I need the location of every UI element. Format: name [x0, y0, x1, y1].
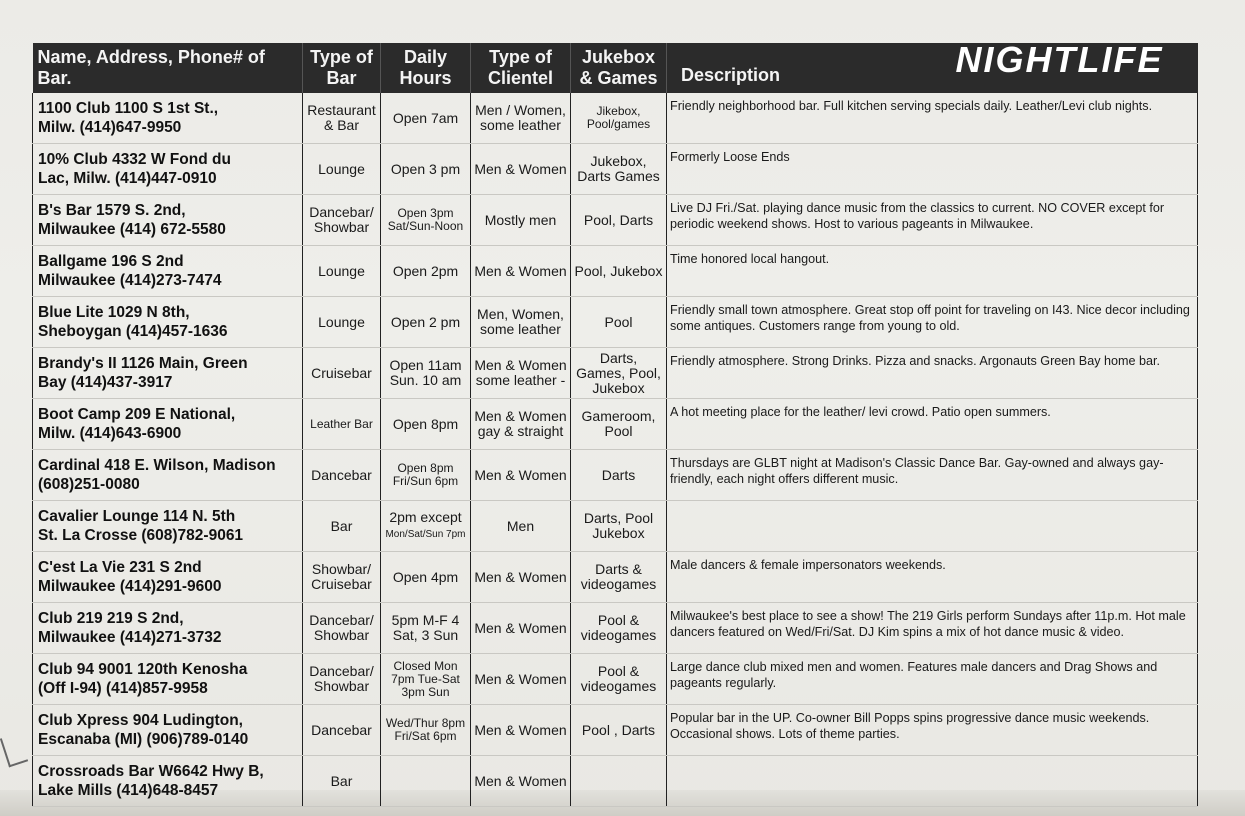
bar-description [667, 501, 1198, 552]
table-row [33, 603, 1198, 654]
bar-clientel: Men & Women [471, 603, 571, 654]
header-jukebox: Jukebox & Games [571, 43, 667, 93]
bar-description: Popular bar in the UP. Co-owner Bill Popps spins progressive dance music weekends. Occasional shows. Lots of theme parties. [667, 705, 1198, 756]
bar-hours: Open 11am Sun. 10 am [381, 348, 471, 399]
header-hours: Daily Hours [381, 43, 471, 93]
table-row [33, 144, 1198, 195]
bar-description: A hot meeting place for the leather/ levi crowd. Patio open summers. [667, 399, 1198, 450]
bar-hours: Open 2 pm [381, 297, 471, 348]
bar-hours: Open 7am [381, 93, 471, 144]
bar-jukebox: Pool & videogames [571, 603, 667, 654]
bar-jukebox: Jukebox, Darts Games [571, 144, 667, 195]
bar-hours: Wed/Thur 8pm Fri/Sat 6pm [381, 705, 471, 756]
bar-name-cell: Cardinal 418 E. Wilson, Madison (608)251-0080 [33, 450, 303, 501]
header-name: Name, Address, Phone# of Bar. [33, 43, 303, 93]
bar-jukebox: Darts & videogames [571, 552, 667, 603]
bar-jukebox: Darts, Games, Pool, Jukebox [571, 348, 667, 399]
bar-type: Cruisebar [303, 348, 381, 399]
bar-hours-exception: Mon/Sat/Sun 7pm [385, 529, 466, 540]
bar-type: Lounge [303, 297, 381, 348]
bar-hours: 5pm M-F 4 Sat, 3 Sun [381, 603, 471, 654]
bar-clientel: Men & Women [471, 246, 571, 297]
bar-hours: Open 3pm Sat/Sun-Noon [381, 195, 471, 246]
table-header-row [33, 43, 1198, 93]
bar-name-cell: Brandy's II 1126 Main, Green Bay (414)437-3917 [33, 348, 303, 399]
section-title: NIGHTLIFE [955, 39, 1164, 80]
bar-clientel: Men & Women [471, 756, 571, 807]
bar-clientel: Men / Women, some leather [471, 93, 571, 144]
bar-type: Bar [303, 756, 381, 807]
bar-name-cell: C'est La Vie 231 S 2nd Milwaukee (414)291-9600 [33, 552, 303, 603]
table-row [33, 246, 1198, 297]
bar-name-cell: B's Bar 1579 S. 2nd, Milwaukee (414) 672-5580 [33, 195, 303, 246]
header-type: Type of Bar [303, 43, 381, 93]
bar-jukebox: Pool, Jukebox [571, 246, 667, 297]
table-row [33, 654, 1198, 705]
bar-type: Dancebar/ Showbar [303, 195, 381, 246]
bar-jukebox: Darts [571, 450, 667, 501]
bar-jukebox: Pool [571, 297, 667, 348]
bar-type: Lounge [303, 246, 381, 297]
bar-clientel: Men & Women some leather - [471, 348, 571, 399]
bar-hours: Closed Mon 7pm Tue-Sat 3pm Sun [381, 654, 471, 705]
bar-name-cell: Cavalier Lounge 114 N. 5th St. La Crosse (608)782-9061 [33, 501, 303, 552]
bar-jukebox: Pool, Darts [571, 195, 667, 246]
bar-description: Thursdays are GLBT night at Madison's Classic Dance Bar. Gay-owned and always gay-friendly, each night offers different music. [667, 450, 1198, 501]
bar-clientel: Men [471, 501, 571, 552]
bar-name-cell: 1100 Club 1100 S 1st St., Milw. (414)647-9950 [33, 93, 303, 144]
bar-hours: 2pm except [389, 509, 462, 525]
bar-hours: Open 3 pm [381, 144, 471, 195]
bar-description: Male dancers & female impersonators weekends. [667, 552, 1198, 603]
bar-hours [381, 756, 471, 807]
bar-jukebox: Pool , Darts [571, 705, 667, 756]
bar-clientel: Men & Women [471, 450, 571, 501]
bar-name-cell: 10% Club 4332 W Fond du Lac, Milw. (414)447-0910 [33, 144, 303, 195]
bar-clientel: Men & Women [471, 552, 571, 603]
bar-type: Leather Bar [303, 399, 381, 450]
bar-type: Restaurant & Bar [303, 93, 381, 144]
bar-description: Friendly neighborhood bar. Full kitchen serving specials daily. Leather/Levi club nights. [667, 93, 1198, 144]
bar-name-cell: Club 219 219 S 2nd, Milwaukee (414)271-3732 [33, 603, 303, 654]
bar-description: Live DJ Fri./Sat. playing dance music from the classics to current. NO COVER except for periodic weekend shows. Host to various pageants in Milwaukee. [667, 195, 1198, 246]
bar-hours: Open 4pm [381, 552, 471, 603]
bar-name-cell: Boot Camp 209 E National, Milw. (414)643-6900 [33, 399, 303, 450]
header-clientel: Type of Clientel [471, 43, 571, 93]
bar-type: Lounge [303, 144, 381, 195]
bar-clientel: Men & Women [471, 144, 571, 195]
bar-clientel: Mostly men [471, 195, 571, 246]
nightlife-table [32, 39, 1198, 807]
bar-description: Friendly atmosphere. Strong Drinks. Pizza and snacks. Argonauts Green Bay home bar. [667, 348, 1198, 399]
bar-name-cell: Crossroads Bar W6642 Hwy B, Lake Mills (414)648-8457 [33, 756, 303, 807]
bar-hours: Open 2pm [381, 246, 471, 297]
bar-type: Dancebar/ Showbar [303, 654, 381, 705]
bar-name-cell: Club 94 9001 120th Kenosha (Off I-94) (414)857-9958 [33, 654, 303, 705]
bar-clientel: Men & Women gay & straight [471, 399, 571, 450]
table-row [33, 552, 1198, 603]
bar-type: Dancebar/ Showbar [303, 603, 381, 654]
bar-description: Formerly Loose Ends [667, 144, 1198, 195]
header-description-cell [667, 39, 1198, 93]
bar-jukebox: Jikebox, Pool/games [571, 93, 667, 144]
bar-type: Bar [303, 501, 381, 552]
bar-hours: Open 8pm [381, 399, 471, 450]
bar-type: Showbar/ Cruisebar [303, 552, 381, 603]
table-row [33, 501, 1198, 552]
bar-description: Milwaukee's best place to see a show! The 219 Girls perform Sundays after 11p.m. Hot male dancers featured on Wed/Fri/Sat. DJ Kim spins a mix of hot dance music & video. [667, 603, 1198, 654]
table-row [33, 705, 1198, 756]
bar-clientel: Men, Women, some leather [471, 297, 571, 348]
table-row [33, 348, 1198, 399]
bar-jukebox: Gameroom, Pool [571, 399, 667, 450]
bar-name-cell: Blue Lite 1029 N 8th, Sheboygan (414)457-1636 [33, 297, 303, 348]
bar-type: Dancebar [303, 450, 381, 501]
bar-description: Large dance club mixed men and women. Features male dancers and Drag Shows and pageants regularly. [667, 654, 1198, 705]
bar-clientel: Men & Women [471, 705, 571, 756]
bar-jukebox [571, 756, 667, 807]
bar-hours-cell [381, 501, 471, 552]
table-row [33, 195, 1198, 246]
table-row [33, 93, 1198, 144]
bar-hours: Open 8pm Fri/Sun 6pm [381, 450, 471, 501]
table-row [33, 756, 1198, 807]
bar-description: Friendly small town atmosphere. Great stop off point for traveling on I43. Nice decor including some antiques. Customers range from young to old. [667, 297, 1198, 348]
nightlife-table-container [32, 39, 1197, 807]
table-row [33, 450, 1198, 501]
bar-name-cell: Club Xpress 904 Ludington, Escanaba (MI) (906)789-0140 [33, 705, 303, 756]
bar-clientel: Men & Women [471, 654, 571, 705]
bar-description: Time honored local hangout. [667, 246, 1198, 297]
header-description: Description [681, 64, 781, 85]
bar-name-cell: Ballgame 196 S 2nd Milwaukee (414)273-7474 [33, 246, 303, 297]
table-row [33, 297, 1198, 348]
table-row [33, 399, 1198, 450]
bar-jukebox: Darts, Pool Jukebox [571, 501, 667, 552]
bar-type: Dancebar [303, 705, 381, 756]
bar-jukebox: Pool & videogames [571, 654, 667, 705]
bar-description [667, 756, 1198, 807]
